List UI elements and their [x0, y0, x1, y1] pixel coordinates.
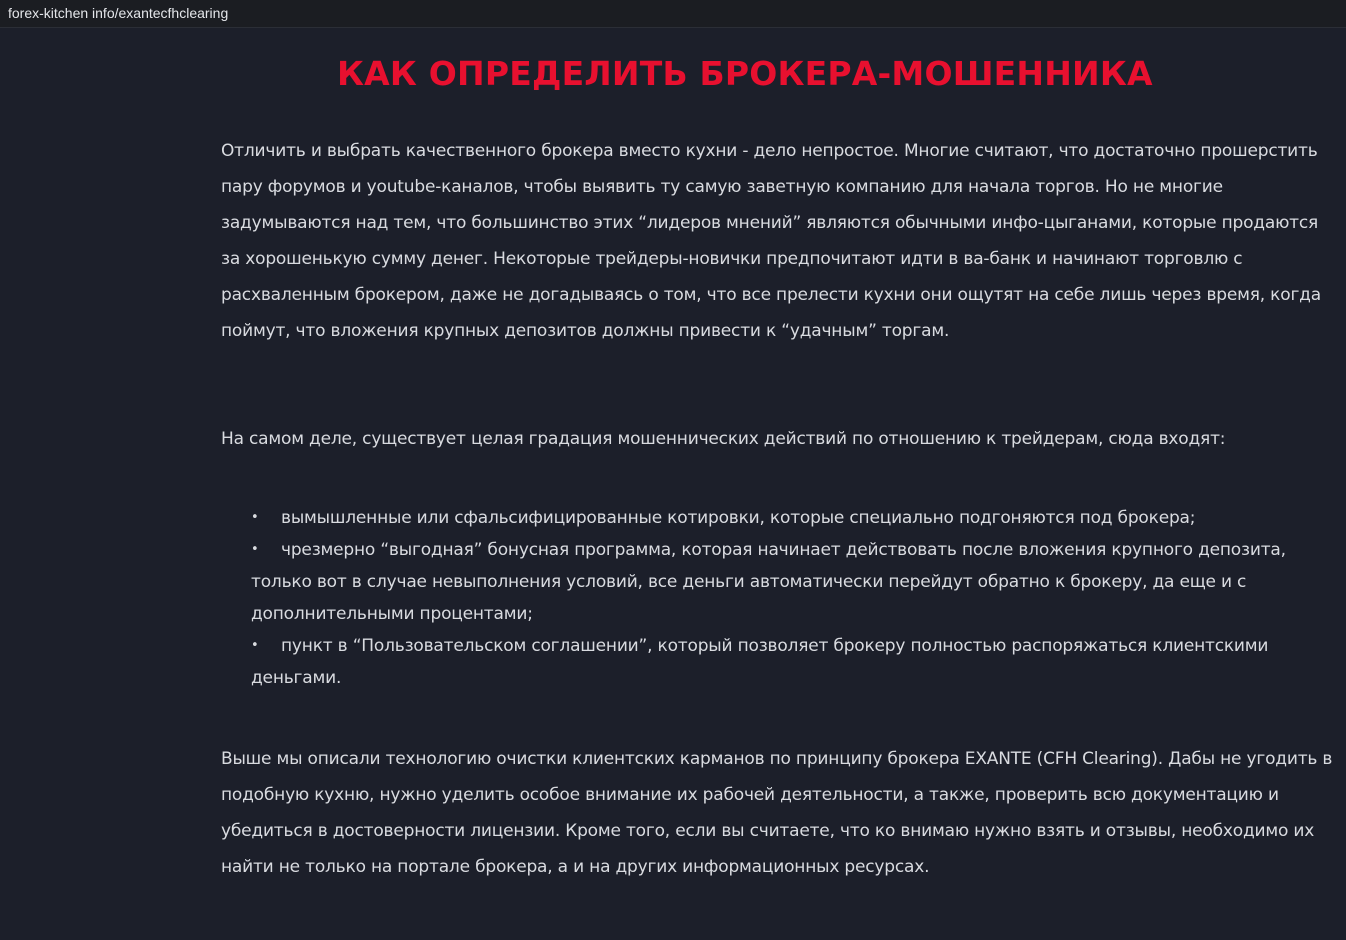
- list-item-text: вымышленные или сфальсифицированные котировки, которые специально подгоняются под брокера;: [281, 508, 1196, 528]
- article-paragraph-fraud-types: На самом деле, существует целая градация мошеннических действий по отношению к трейдерам, сюда входят:: [221, 429, 1226, 449]
- article-paragraph-conclusion: Выше мы описали технологию очистки клиентских карманов по принципу брокера EXANTE (CFH Clearing). Дабы не угодить в подобную кухню, нужно уделить особое внимание их рабочей деятельности, а также, проверить всю документацию и убедиться в достоверности лицензии. Кроме того, если вы считаете, что ко внимаю нужно взять и отзывы, необходимо их найти не только на портале брокера, а и на других информационных ресурсах.: [221, 749, 1333, 877]
- article-paragraph-intro: Отличить и выбрать качественного брокера вместо кухни - дело непростое. Многие считают, что достаточно прошерстить пару форумов и youtube-каналов, чтобы выявить ту самую заветную компанию для начала торгов. Но не многие задумываются над тем, что большинство этих “лидеров мнений” являются обычными инфо-цыганами, которые продаются за хорошенькую сумму денег. Некоторые трейдеры-новички предпочитают идти в ва-банк и начинают торговлю с расхваленным брокером, даже не догадываясь о том, что все прелести кухни они ощутят на себе лишь через время, когда поймут, что вложения крупных депозитов должны привести к “удачным” торгам.: [221, 141, 1321, 341]
- list-item-text: пункт в “Пользовательском соглашении”, который позволяет брокеру полностью распоряжаться клиентскими деньгами.: [251, 636, 1269, 688]
- address-bar-url[interactable]: forex-kitchen info/exantecfhclearing: [0, 0, 1346, 28]
- fraud-methods-list: [251, 502, 1331, 694]
- page-title: КАК ОПРЕДЕЛИТЬ БРОКЕРА-МОШЕННИКА: [337, 54, 1153, 93]
- list-item: [251, 502, 1331, 534]
- bullet-icon: •: [251, 510, 259, 525]
- list-item-text: чрезмерно “выгодная” бонусная программа, которая начинает действовать после вложения крупного депозита, только вот в случае невыполнения условий, все деньги автоматически перейдут обратно к брокеру, да еще и с дополнительными процентами;: [251, 540, 1286, 624]
- list-item: [251, 534, 1331, 630]
- bullet-icon: •: [251, 638, 259, 653]
- list-item: [251, 630, 1331, 694]
- bullet-icon: •: [251, 542, 259, 557]
